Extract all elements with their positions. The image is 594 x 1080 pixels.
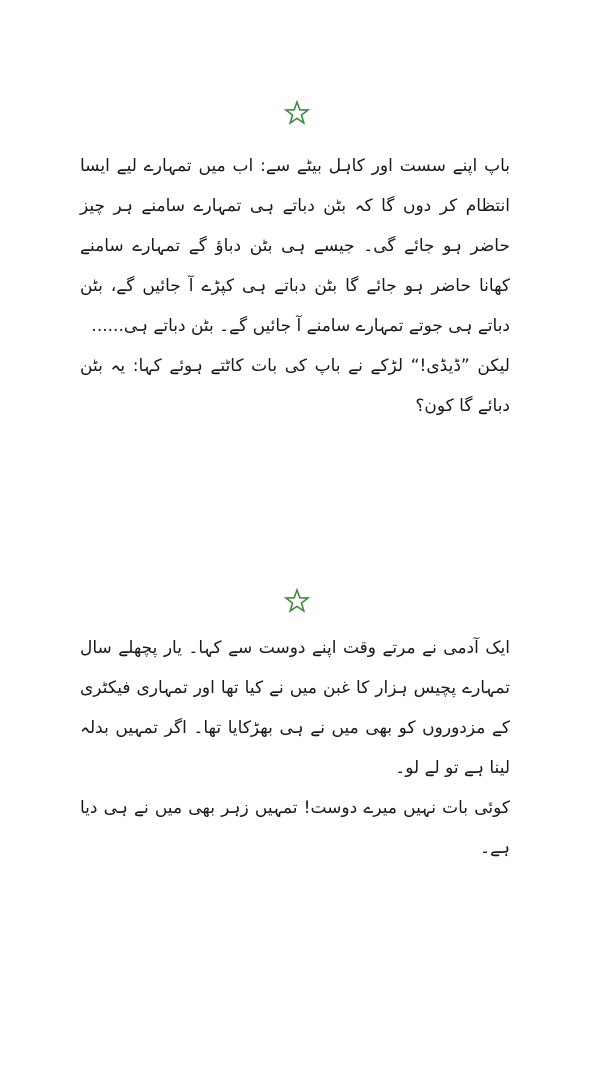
joke-section-2: [80, 628, 510, 868]
joke-2-paragraph-1: ایک آدمی نے مرتے وقت اپنے دوست سے کہا۔ یار پچھلے سال تمہارے پچیس ہزار کا غبن میں نے کیا تھا اور تمہاری فیکٹری کے مزدوروں کو بھی میں نے ہی بھڑکایا تھا۔ اگر تمہیں بدلہ لینا ہے تو لے لو۔: [80, 638, 510, 778]
joke-section-1: [80, 146, 510, 426]
joke-2-paragraph-2: کوئی بات نہیں میرے دوست! تمہیں زہر بھی میں نے ہی دیا ہے۔: [80, 798, 510, 858]
star-outline-icon: [284, 100, 310, 126]
joke-1-paragraph-1: باپ اپنے سست اور کاہل بیٹے سے: اب میں تمہارے لیے ایسا انتظام کر دوں گا کہ بٹن دباتے ہی تمہارے سامنے ہر چیز حاضر ہو جائے گی۔ جیسے ہی بٹن دباؤ گے تمہارے سامنے کھانا حاضر ہو جائے گا بٹن دباتے ہی کپڑے آ جائیں گے، بٹن دباتے ہی جوتے تمہارے سامنے آ جائیں گے۔ بٹن دباتے ہی......: [80, 156, 510, 336]
joke-1-paragraph-2: لیکن ”ڈیڈی!“ لڑکے نے باپ کی بات کاٹتے ہوئے کہا: یہ بٹن دبائے گا کون؟: [80, 356, 510, 416]
star-outline-icon: [284, 588, 310, 614]
